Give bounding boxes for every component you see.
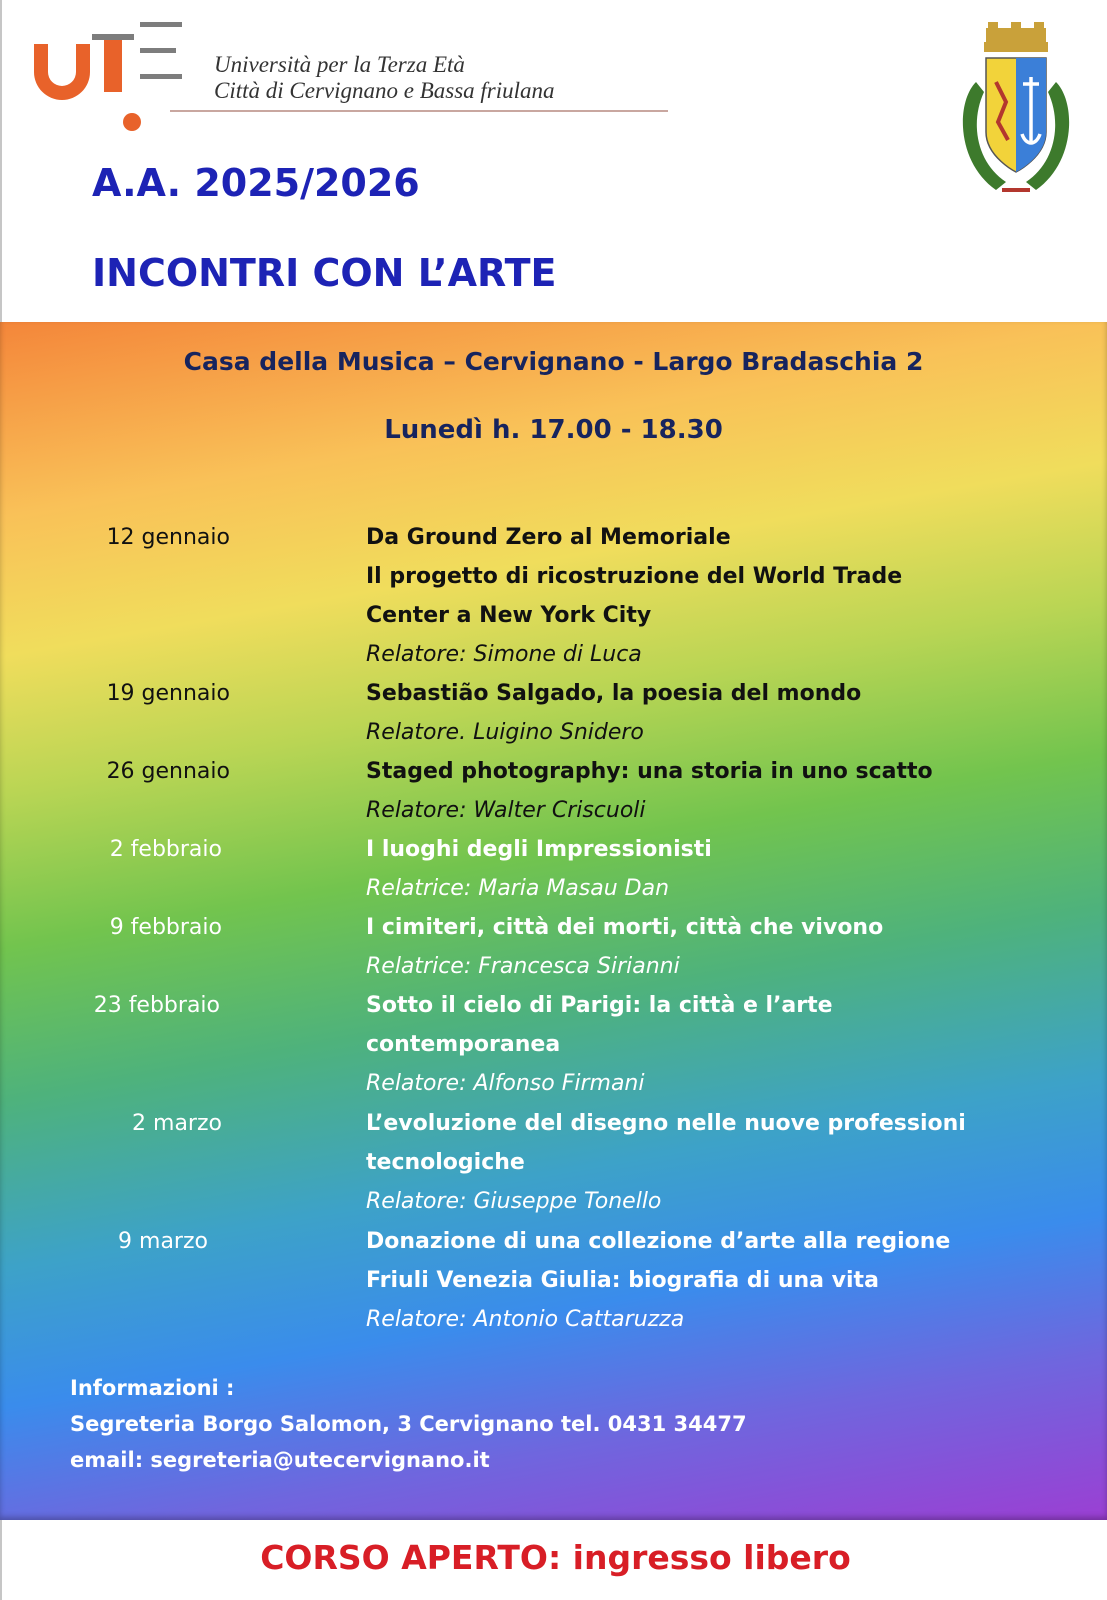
item-speaker: Relatore: Giuseppe Tonello (366, 1189, 662, 1214)
city-crest-icon (946, 22, 1086, 202)
item-title-line: L’evoluzione del disegno nelle nuove professioni (366, 1111, 966, 1136)
ute-logo (20, 14, 220, 142)
item-date: 19 gennaio (106, 681, 230, 706)
institution-divider (170, 110, 668, 112)
header (0, 0, 1107, 322)
item-date: 23 febbraio (93, 993, 220, 1018)
item-speaker: Relatore: Antonio Cattaruzza (366, 1307, 685, 1332)
item-date: 26 gennaio (106, 759, 230, 784)
item-title-line: Sebastião Salgado, la poesia del mondo (366, 681, 862, 706)
item-title-line: I luoghi degli Impressionisti (366, 837, 712, 862)
item-title-line: Staged photography: una storia in uno scatto (366, 759, 933, 784)
item-date: 2 febbraio (109, 837, 222, 862)
item-speaker: Relatore: Walter Criscuoli (366, 798, 646, 823)
item-title-line: contemporanea (366, 1032, 561, 1057)
item-content (366, 674, 1086, 752)
info-label: Informazioni : (70, 1376, 235, 1400)
item-content (366, 908, 1086, 986)
footer (0, 1520, 1107, 1600)
item-title-line: Center a New York City (366, 603, 652, 628)
item-content (366, 1104, 1086, 1221)
item-content (366, 830, 1086, 908)
schedule-panel (0, 322, 1107, 1520)
item-date: 9 febbraio (109, 915, 222, 940)
open-course-notice: CORSO APERTO: ingresso libero (260, 1538, 851, 1577)
institution-name (214, 52, 555, 104)
item-title-line: Donazione di una collezione d’arte alla regione (366, 1229, 951, 1254)
page-title: INCONTRI CON L’ARTE (92, 251, 557, 295)
institution-line-2: Città di Cervignano e Bassa friulana (214, 78, 555, 103)
item-title-line: Friuli Venezia Giulia: biografia di una vita (366, 1268, 879, 1293)
item-speaker: Relatore. Luigino Snidero (366, 720, 644, 745)
meeting-time: Lunedì h. 17.00 - 18.30 (384, 415, 723, 445)
info-address: Segreteria Borgo Salomon, 3 Cervignano tel. 0431 34477 (70, 1412, 747, 1436)
institution-line-1: Università per la Terza Età (214, 52, 465, 77)
item-date: 9 marzo (118, 1229, 208, 1254)
item-speaker: Relatore: Alfonso Firmani (366, 1071, 645, 1096)
item-speaker: Relatrice: Francesca Sirianni (366, 954, 680, 979)
item-speaker: Relatrice: Maria Masau Dan (366, 876, 670, 901)
item-content (366, 518, 1086, 674)
academic-year: A.A. 2025/2026 (92, 161, 420, 205)
info-email: email: segreteria@utecervignano.it (70, 1448, 490, 1472)
item-title-line: Sotto il cielo di Parigi: la città e l’arte (366, 993, 833, 1018)
venue-address: Casa della Musica – Cervignano - Largo Bradaschia 2 (183, 347, 924, 376)
item-date: 12 gennaio (106, 525, 230, 550)
item-title-line: Da Ground Zero al Memoriale (366, 525, 731, 550)
item-date: 2 marzo (132, 1111, 222, 1136)
item-title-line: I cimiteri, città dei morti, città che vivono (366, 915, 884, 940)
item-content (366, 986, 1086, 1103)
item-content (366, 752, 1086, 830)
item-speaker: Relatore: Simone di Luca (366, 642, 642, 667)
item-content (366, 1222, 1086, 1339)
item-title-line: Il progetto di ricostruzione del World Trade (366, 564, 903, 589)
item-title-line: tecnologiche (366, 1150, 525, 1175)
